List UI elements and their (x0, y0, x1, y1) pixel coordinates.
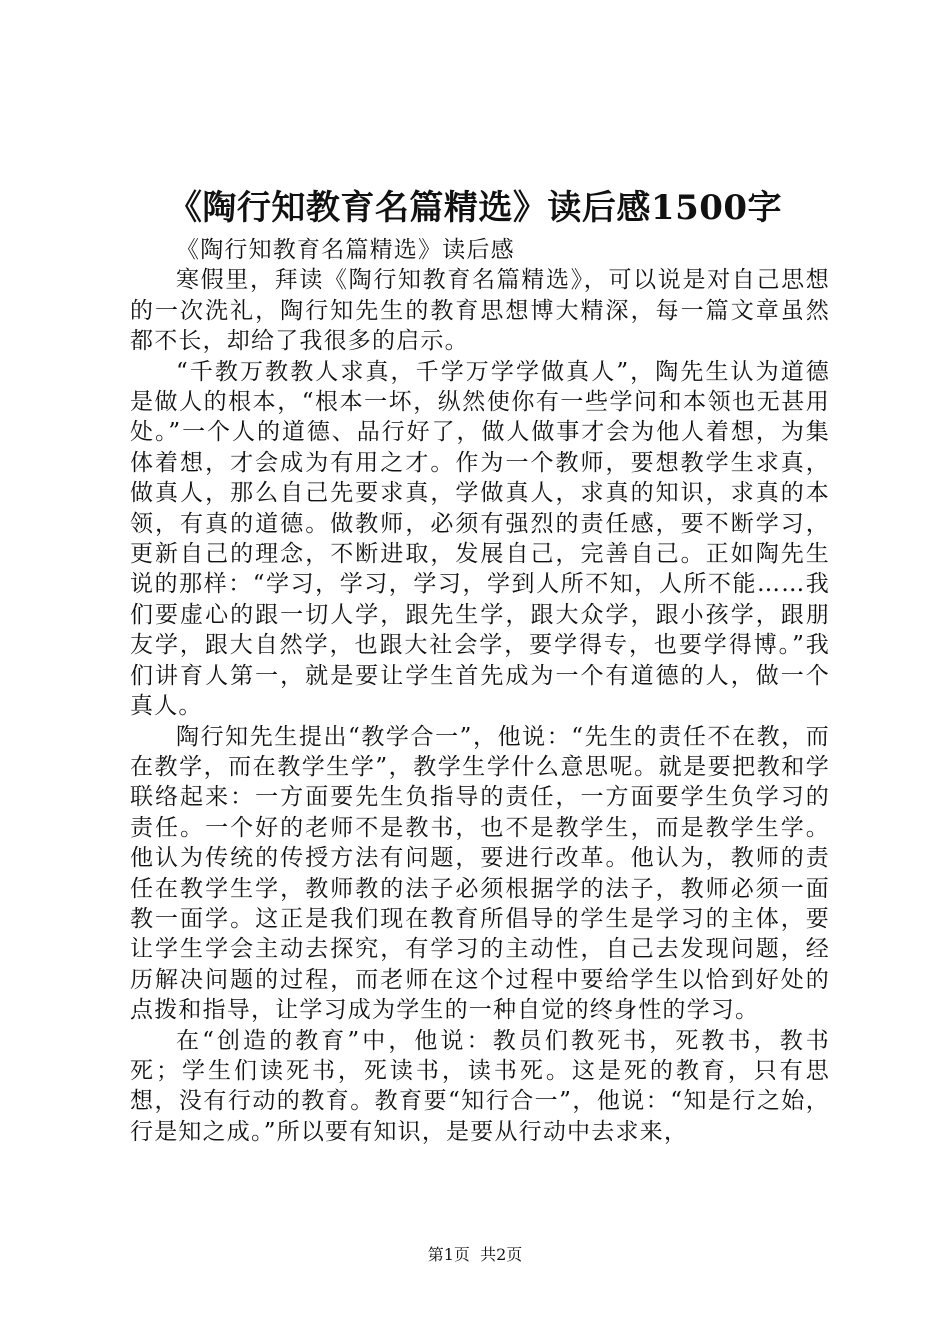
page-footer (0, 1244, 950, 1266)
paragraph-3: 陶行知先生提出“教学合一”，他说：“先生的责任不在教，而在教学，而在教学生学”，教学生学什么意思呢。就是要把教和学联络起来：一方面要先生负指导的责任，一方面要学生负学习的责任。一个好的老师不是教书，也不是教学生，而是教学生学。他认为传统的传授方法有问题，要进行改革。他认为，教师的责任在教学生学，教师教的法子必须根据学的法子，教师必须一面教一面学。这正是我们现在教育所倡导的学生是学习的主体，要让学生学会主动去探究，有学习的主动性，自己去发现问题，经历解决问题的过程，而老师在这个过程中要给学生以恰到好处的点拨和指导，让学习成为学生的一种自觉的终身性的学习。 (130, 723, 830, 1024)
paragraph-subtitle: 《陶行知教育名篇精选》读后感 (176, 237, 515, 263)
paragraph-2: “千教万教教人求真，千学万学学做真人”，陶先生认为道德是做人的根本，“根本一坏，纵然使你有一些学问和本领也无甚用处。”一个人的道德、品行好了，做人做事才会为他人着想，为集体着想，才会成为有用之才。作为一个教师，要想教学生求真，做真人，那么自己先要求真，学做真人，求真的知识，求真的本领，有真的道德。做教师，必须有强烈的责任感，要不断学习，更新自己的理念，不断进取，发展自己，完善自己。正如陶先生说的那样：“学习，学习，学习，学到人所不知，人所不能……我们要虚心的跟一切人学，跟先生学，跟大众学，跟小孩学，跟朋友学，跟大自然学，也跟大社会学，要学得专，也要学得博。”我们讲育人第一，就是要让学生首先成为一个有道德的人，做一个真人。 (130, 358, 830, 720)
paragraph-4: 在“创造的教育”中，他说：教员们教死书，死教书，教书死；学生们读死书，死读书，读书死。这是死的教育，只有思想，没有行动的教育。教育要“知行合一”，他说：“知是行之始，行是知之成。”所以要有知识，是要从行动中去求来， (130, 1027, 830, 1145)
footer-separator (470, 1245, 480, 1264)
page-total: 共2页 (480, 1245, 523, 1264)
paragraph-1: 寒假里，拜读《陶行知教育名篇精选》，可以说是对自己思想的一次洗礼，陶行知先生的教育思想博大精深，每一篇文章虽然都不长，却给了我很多的启示。 (130, 267, 830, 355)
document-title: 《陶行知教育名篇精选》读后感1500字 (167, 188, 783, 228)
page-number: 第1页 (427, 1245, 470, 1264)
document-body (130, 235, 830, 1147)
